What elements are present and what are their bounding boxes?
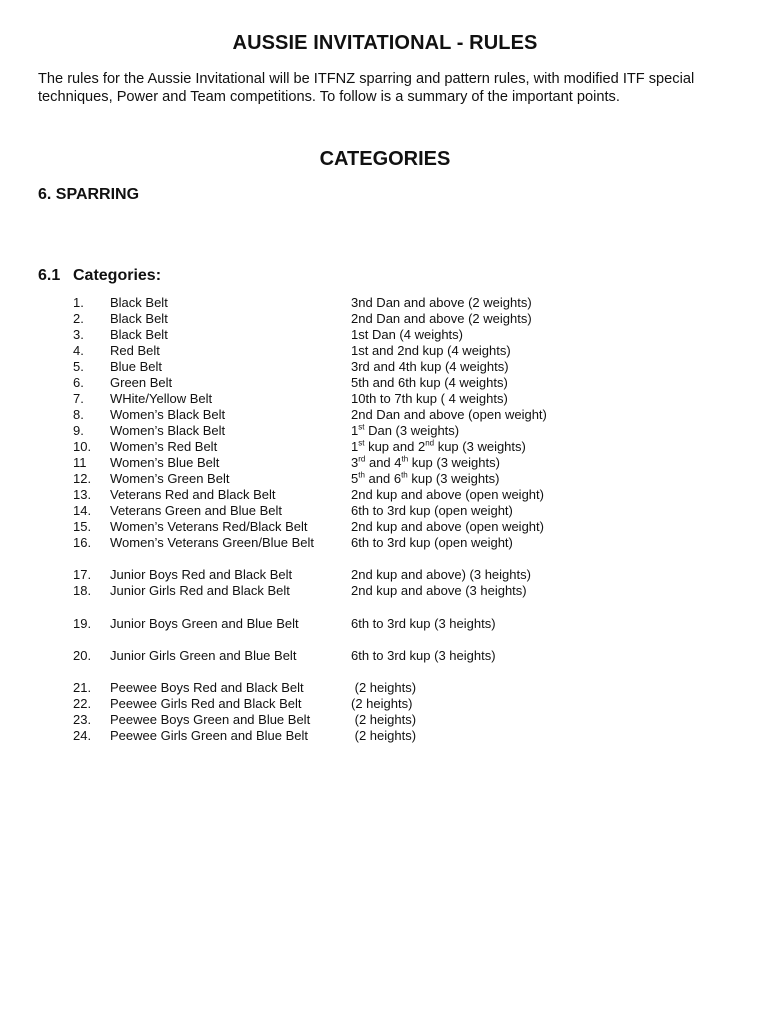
category-row bbox=[0, 680, 770, 696]
category-row bbox=[0, 455, 770, 471]
category-number: 20. bbox=[73, 648, 92, 663]
category-detail: (2 heights) bbox=[351, 712, 417, 727]
category-number: 4. bbox=[73, 343, 84, 358]
category-name: Peewee Boys Green and Blue Belt bbox=[110, 712, 311, 727]
category-number: 15. bbox=[73, 519, 92, 534]
category-row bbox=[0, 712, 770, 728]
category-number: 1. bbox=[73, 295, 84, 310]
category-row bbox=[0, 327, 770, 343]
category-row bbox=[0, 648, 770, 664]
category-name: Women’s Green Belt bbox=[110, 471, 230, 486]
category-number: 21. bbox=[73, 680, 92, 695]
category-number: 12. bbox=[73, 471, 92, 486]
category-number: 18. bbox=[73, 583, 92, 598]
category-detail: 2nd Dan and above (2 weights) bbox=[351, 311, 532, 326]
category-detail: (2 heights) bbox=[351, 680, 417, 695]
category-number: 17. bbox=[73, 567, 92, 582]
category-row bbox=[0, 311, 770, 327]
category-row bbox=[0, 487, 770, 503]
category-name: Red Belt bbox=[110, 343, 160, 358]
category-detail: 5th and 6th kup (4 weights) bbox=[351, 375, 508, 390]
category-name: Black Belt bbox=[110, 295, 168, 310]
category-number: 7. bbox=[73, 391, 84, 406]
category-row bbox=[0, 375, 770, 391]
category-row bbox=[0, 423, 770, 439]
category-number: 9. bbox=[73, 423, 84, 438]
category-number: 23. bbox=[73, 712, 92, 727]
category-row bbox=[0, 391, 770, 407]
category-detail: 5th and 6th kup (3 weights) bbox=[351, 470, 500, 486]
category-name: Veterans Red and Black Belt bbox=[110, 487, 276, 502]
category-name: Green Belt bbox=[110, 375, 173, 390]
category-name: Women’s Red Belt bbox=[110, 439, 218, 454]
category-number: 14. bbox=[73, 503, 92, 518]
category-name: Women’s Black Belt bbox=[110, 423, 226, 438]
category-detail: 3rd and 4th kup (3 weights) bbox=[351, 454, 500, 470]
category-name: Junior Boys Red and Black Belt bbox=[110, 567, 293, 582]
category-row bbox=[0, 728, 770, 744]
category-row bbox=[0, 503, 770, 519]
category-number: 8. bbox=[73, 407, 84, 422]
document-title: AUSSIE INVITATIONAL - RULES bbox=[232, 32, 538, 54]
category-name: Women’s Black Belt bbox=[110, 407, 226, 422]
category-row bbox=[0, 616, 770, 632]
category-detail: 3rd and 4th kup (4 weights) bbox=[351, 359, 509, 374]
category-number: 2. bbox=[73, 311, 84, 326]
category-name: Peewee Boys Red and Black Belt bbox=[110, 680, 304, 695]
category-detail: (2 heights) bbox=[351, 728, 417, 743]
category-row bbox=[0, 343, 770, 359]
category-row bbox=[0, 519, 770, 535]
category-detail: (2 heights) bbox=[351, 696, 413, 711]
category-number: 22. bbox=[73, 696, 92, 711]
category-name: Women’s Veterans Green/Blue Belt bbox=[110, 535, 315, 550]
categories-heading-label: Categories: bbox=[73, 267, 162, 284]
category-number: 13. bbox=[73, 487, 92, 502]
category-detail: 1st Dan (4 weights) bbox=[351, 327, 463, 342]
category-detail: 2nd kup and above) (3 heights) bbox=[351, 567, 531, 582]
category-detail: 6th to 3rd kup (open weight) bbox=[351, 503, 513, 518]
category-number: 11 bbox=[73, 455, 87, 470]
category-detail: 2nd kup and above (open weight) bbox=[351, 519, 544, 534]
section-title: CATEGORIES bbox=[319, 148, 451, 170]
category-row bbox=[0, 359, 770, 375]
category-detail: 6th to 3rd kup (3 heights) bbox=[351, 648, 496, 663]
category-number: 10. bbox=[73, 439, 92, 454]
category-name: Women’s Veterans Red/Black Belt bbox=[110, 519, 308, 534]
category-row bbox=[0, 583, 770, 599]
category-detail: 2nd Dan and above (open weight) bbox=[351, 407, 547, 422]
category-name: WHite/Yellow Belt bbox=[110, 391, 213, 406]
category-detail: 1st and 2nd kup (4 weights) bbox=[351, 343, 511, 358]
category-number: 24. bbox=[73, 728, 92, 743]
category-name: Junior Boys Green and Blue Belt bbox=[110, 616, 299, 631]
category-detail: 1st kup and 2nd kup (3 weights) bbox=[351, 438, 526, 454]
category-detail: 2nd kup and above (3 heights) bbox=[351, 583, 527, 598]
category-number: 6. bbox=[73, 375, 84, 390]
category-row bbox=[0, 471, 770, 487]
category-detail: 2nd kup and above (open weight) bbox=[351, 487, 544, 502]
category-detail: 10th to 7th kup ( 4 weights) bbox=[351, 391, 508, 406]
category-row bbox=[0, 696, 770, 712]
category-name: Black Belt bbox=[110, 311, 168, 326]
category-name: Junior Girls Green and Blue Belt bbox=[110, 648, 297, 663]
categories-heading-number: 6.1 bbox=[38, 267, 61, 284]
category-detail: 3nd Dan and above (2 weights) bbox=[351, 295, 532, 310]
category-row bbox=[0, 439, 770, 455]
category-number: 16. bbox=[73, 535, 92, 550]
category-name: Junior Girls Red and Black Belt bbox=[110, 583, 290, 598]
category-detail: 6th to 3rd kup (3 heights) bbox=[351, 616, 496, 631]
intro-paragraph: The rules for the Aussie Invitational will be ITFNZ sparring and pattern rules, with modified ITF special techniques, Power and Team competitions. To follow is a summary of the important points. bbox=[38, 71, 695, 105]
category-detail: 6th to 3rd kup (open weight) bbox=[351, 535, 513, 550]
category-name: Black Belt bbox=[110, 327, 168, 342]
category-name: Peewee Girls Green and Blue Belt bbox=[110, 728, 308, 743]
category-name: Blue Belt bbox=[110, 359, 163, 374]
category-name: Peewee Girls Red and Black Belt bbox=[110, 696, 302, 711]
category-name: Veterans Green and Blue Belt bbox=[110, 503, 283, 518]
category-number: 5. bbox=[73, 359, 84, 374]
sparring-heading: 6. SPARRING bbox=[38, 186, 140, 203]
category-row bbox=[0, 295, 770, 311]
category-detail: 1st Dan (3 weights) bbox=[351, 422, 460, 438]
category-number: 19. bbox=[73, 616, 92, 631]
category-row bbox=[0, 407, 770, 423]
category-row bbox=[0, 535, 770, 551]
category-row bbox=[0, 567, 770, 583]
category-number: 3. bbox=[73, 327, 84, 342]
category-name: Women’s Blue Belt bbox=[110, 455, 220, 470]
